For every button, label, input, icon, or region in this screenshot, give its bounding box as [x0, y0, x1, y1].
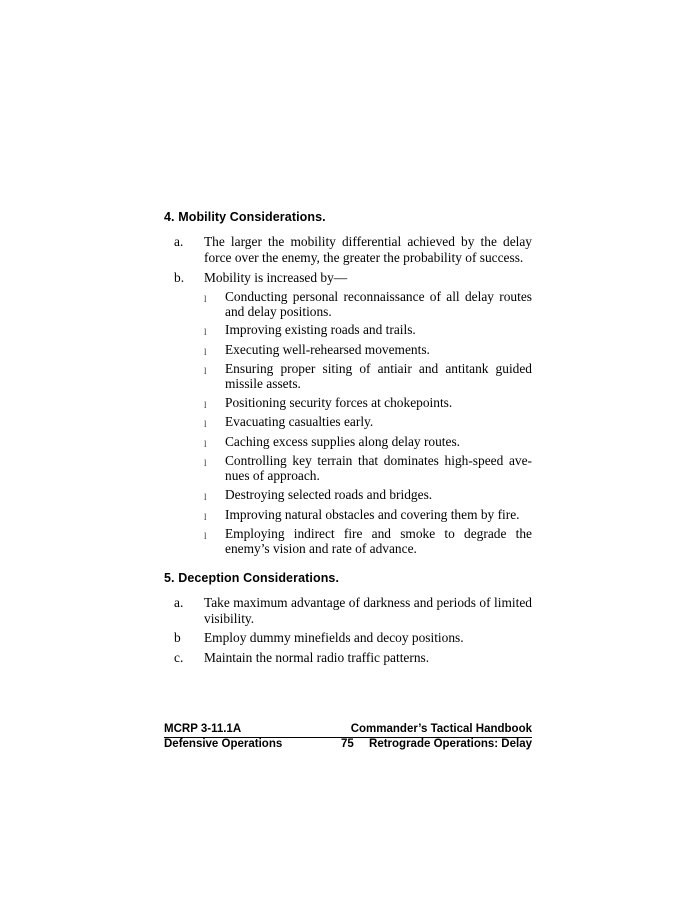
bullet-item: [204, 396, 532, 411]
list-item: [174, 650, 532, 666]
bullet-marker: l: [204, 366, 207, 376]
section-title: Retrograde Operations: Delay: [369, 738, 532, 750]
bullet-marker: l: [204, 439, 207, 449]
bullet-marker: l: [204, 512, 207, 522]
bullet-text: Caching excess supplies along delay routes.: [225, 434, 461, 449]
list-item: [174, 595, 532, 627]
item-text: Employ dummy minefields and decoy positions.: [204, 630, 464, 645]
bullet-text: Controlling key terrain that dominates high-speed ave-nues of approach.: [225, 453, 532, 483]
item-marker: a.: [174, 595, 184, 610]
item-marker: c.: [174, 650, 184, 665]
bullet-item: [204, 488, 532, 503]
running-footer-bottom: [164, 738, 532, 752]
bullet-item: [204, 454, 532, 483]
item-text: Maintain the normal radio traffic patterns.: [204, 650, 430, 665]
bullet-item: [204, 290, 532, 319]
bullet-item: [204, 323, 532, 338]
bullet-text: Executing well-rehearsed movements.: [225, 342, 430, 357]
bullet-text: Improving natural obstacles and covering them by fire.: [225, 507, 520, 522]
bullet-text: Conducting personal reconnaissance of all delay routes and delay positions.: [225, 289, 532, 319]
bullet-item: [204, 508, 532, 523]
bullet-text: Ensuring proper siting of antiair and antitank guided missile assets.: [225, 361, 532, 391]
section-heading-deception: 5. Deception Considerations.: [164, 571, 340, 585]
bullet-text: Evacuating casualties early.: [225, 414, 374, 429]
bullet-text: Positioning security forces at chokepoints.: [225, 395, 453, 410]
item-text: The larger the mobility differential achieved by the delay force over the enemy, the greater the probability of success.: [204, 234, 532, 265]
bullet-marker: l: [204, 294, 207, 304]
bullet-item: [204, 435, 532, 450]
bullet-item: [204, 343, 532, 358]
bullet-marker: l: [204, 492, 207, 502]
bullet-marker: l: [204, 327, 207, 337]
running-footer-top: [164, 723, 532, 737]
list-item: [174, 270, 532, 286]
item-text: Take maximum advantage of darkness and periods of limited visibility.: [204, 595, 532, 626]
item-text: Mobility is increased by—: [204, 270, 348, 285]
item-marker: b.: [174, 270, 185, 285]
bullet-marker: l: [204, 419, 207, 429]
bullet-text: Destroying selected roads and bridges.: [225, 487, 433, 502]
bullet-item: [204, 415, 532, 430]
bullet-marker: l: [204, 531, 207, 541]
list-item: [174, 234, 532, 266]
list-item: [174, 630, 532, 646]
publication-id: MCRP 3-11.1A: [164, 723, 242, 735]
bullet-item: [204, 362, 532, 391]
bullet-marker: l: [204, 347, 207, 357]
item-marker: b: [174, 630, 181, 645]
chapter-title: Defensive Operations: [164, 738, 283, 750]
bullet-marker: l: [204, 458, 207, 468]
book-title: Commander’s Tactical Handbook: [350, 723, 532, 735]
item-marker: a.: [174, 234, 184, 249]
bullet-marker: l: [204, 400, 207, 410]
page-number: 75: [341, 738, 354, 750]
bullet-text: Employing indirect fire and smoke to degrade the enemy’s vision and rate of advance.: [225, 526, 532, 556]
bullet-text: Improving existing roads and trails.: [225, 322, 416, 337]
bullet-item: [204, 527, 532, 556]
section-heading-mobility: 4. Mobility Considerations.: [164, 210, 326, 224]
